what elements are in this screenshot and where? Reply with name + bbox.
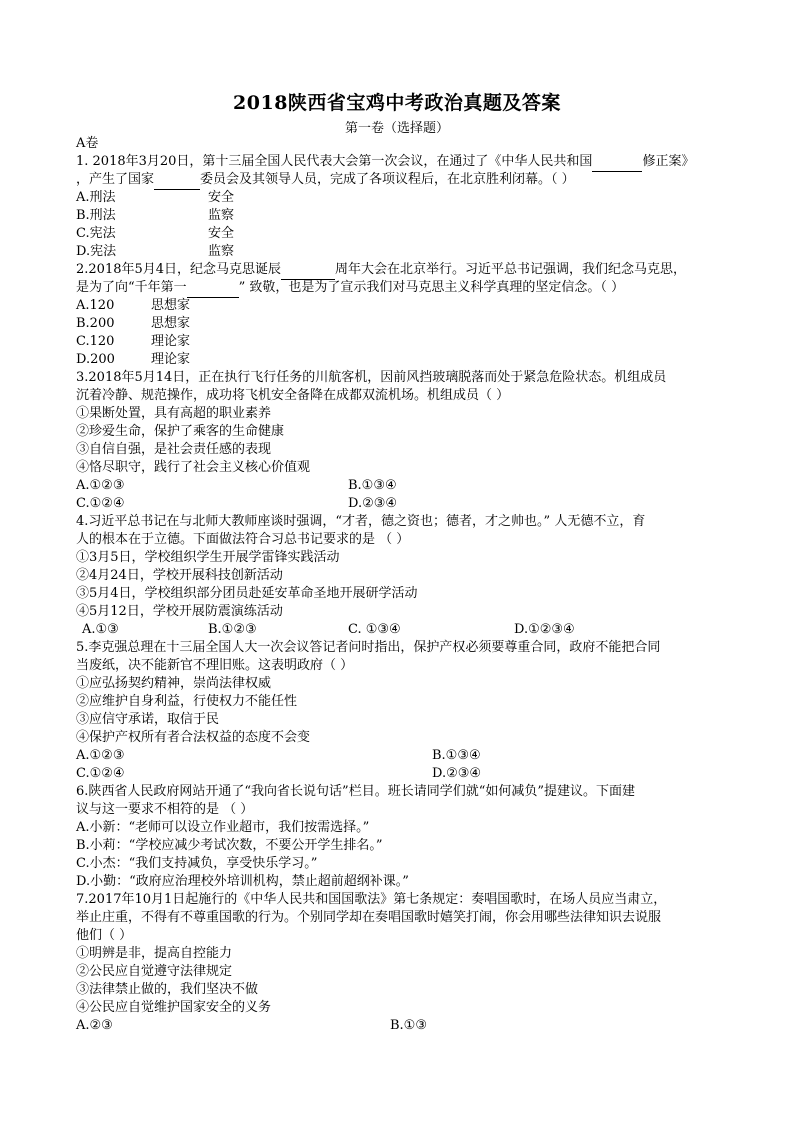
question-4-option-a: A.①③ [82, 622, 119, 637]
question-3-options-row-1 [76, 477, 736, 495]
question-2-option-a: A.120 思想家 [76, 298, 191, 313]
page-title: 2018陕西省宝鸡中考政治真题及答案 [233, 92, 561, 114]
question-4-statement-4: ④5月12日，学校开展防震演练活动 [76, 604, 283, 619]
question-5-line-1: 5.李克强总理在十三届全国人大一次会议答记者问时指出，保护产权必须要尊重合同，政府不能把合同 [76, 640, 661, 655]
question-3-options-row-2 [76, 495, 736, 513]
question-6-option-b: B.小莉：“学校应减少考试次数，不要公开学生排名。” [76, 838, 383, 853]
question-5-options-row-1 [76, 747, 736, 765]
page-subtitle: 第一卷（选择题） [344, 121, 449, 136]
question-6-option-a: A.小新：“老师可以设立作业超市，我们按需选择。” [76, 820, 370, 835]
question-5-option-d: D.②③④ [432, 766, 482, 781]
question-3-option-b: B.①③④ [348, 478, 397, 493]
question-6-option-c: C.小杰：“我们支持减负，享受快乐学习。” [76, 856, 318, 871]
question-3-option-d: D.②③④ [348, 496, 398, 511]
answer-blank [187, 279, 239, 298]
question-7-option-b: B.①③ [390, 1018, 427, 1033]
question-1-option-a: A.刑法 安全 [76, 190, 235, 205]
question-7-statement-1: ①明辨是非，提高自控能力 [76, 946, 233, 961]
answer-blank [281, 261, 335, 280]
question-5-options-row-2 [76, 765, 736, 783]
question-5-line-2: 当废纸，决不能新官不理旧账。这表明政府（ ） [76, 658, 354, 673]
question-7-line-3: 他们（ ） [76, 928, 133, 943]
question-4-option-b: B.①②③ [208, 622, 257, 637]
question-7-statement-2: ②公民应自觉遵守法律规定 [76, 964, 233, 979]
question-5-statement-1: ①应弘扬契约精神，崇尚法律权威 [76, 676, 272, 691]
question-2-option-d: D.200 理论家 [76, 352, 191, 367]
question-2-line-1: 2.2018年5月4日，纪念马克思诞辰 周年大会在北京举行。习近平总书记强调，我们纪念马克思， [76, 261, 736, 279]
question-1-option-b: B.刑法 监察 [76, 208, 235, 223]
question-7-line-2: 举止庄重，不得有不尊重国歌的行为。个别同学却在奏唱国歌时嬉笑打闹，你会用哪些法律知识去说服 [76, 910, 662, 925]
question-7-statement-4: ④公民应自觉维护国家安全的义务 [76, 1000, 272, 1015]
question-5-statement-2: ②应维护自身利益，行使权力不能任性 [76, 694, 298, 709]
question-3-statement-2: ②珍爱生命，保护了乘客的生命健康 [76, 424, 285, 439]
answer-blank [592, 153, 642, 172]
question-7-options-row-1 [76, 1017, 736, 1035]
question-7-option-a: A.②③ [76, 1018, 113, 1033]
question-4-line-2: 人的根本在于立德。下面做法符合习总书记要求的是 （ ） [76, 532, 410, 547]
question-5-statement-4: ④保护产权所有者合法权益的态度不会变 [76, 730, 311, 745]
question-3-line-1: 3.2018年5月14日，正在执行飞行任务的川航客机，因前风挡玻璃脱落而处于紧急危险状态。机组成员 [76, 370, 667, 385]
question-1-line-2: ，产生了国家 委员会及其领导人员，完成了各项议程后，在北京胜利闭幕。（ ） [76, 171, 736, 189]
question-2-option-b: B.200 思想家 [76, 316, 191, 331]
question-6-option-d: D.小勤：“政府应治理校外培训机构，禁止超前超纲补课。” [76, 874, 409, 889]
question-3-statement-3: ③自信自强，是社会责任感的表现 [76, 442, 272, 457]
question-7-statement-3: ③法律禁止做的，我们坚决不做 [76, 982, 259, 997]
question-2-option-c: C.120 理论家 [76, 334, 191, 349]
question-4-option-c: C. ①③④ [348, 622, 401, 637]
question-1-option-c: C.宪法 安全 [76, 226, 235, 241]
answer-blank [154, 171, 200, 190]
question-4-option-d: D.①②③④ [514, 622, 575, 637]
question-3-option-c: C.①②④ [76, 496, 125, 511]
section-label: A卷 [76, 136, 99, 151]
question-3-line-2: 沉着冷静、规范操作，成功将飞机安全备降在成都双流机场。机组成员（ ） [76, 388, 510, 403]
question-3-option-a: A.①②③ [76, 478, 125, 493]
question-7-line-1: 7.2017年10月1日起施行的《中华人民共和国国歌法》第七条规定：奏唱国歌时，在场人员应当肃立， [76, 892, 667, 907]
question-4-statement-3: ③5月4日，学校组织部分团员赴延安革命圣地开展研学活动 [76, 586, 418, 601]
exam-content [76, 135, 736, 1035]
question-6-line-2: 议与这一要求不相符的是 （ ） [76, 802, 254, 817]
question-4-statement-1: ①3月5日，学校组织学生开展学雷锋实践活动 [76, 550, 340, 565]
question-6-line-1: 6.陕西省人民政府网站开通了“我向省长说句话”栏目。班长请同学们就“如何减负”提建议。下面建 [76, 784, 635, 799]
question-4-line-1: 4.习近平总书记在与北师大教师座谈时强调，“才者，德之资也；德者，才之帅也。” 人无德不立，育 [76, 514, 646, 529]
question-4-statement-2: ②4月24日，学校开展科技创新活动 [76, 568, 283, 583]
question-4-options-row [76, 621, 736, 639]
question-3-statement-1: ①果断处置，具有高超的职业素养 [76, 406, 272, 421]
question-3-statement-4: ④恪尽职守，践行了社会主义核心价值观 [76, 460, 311, 475]
question-1-line-1: 1. 2018年3月20日，第十三届全国人民代表大会第一次会议，在通过了《中华人民共和国 修正案》 [76, 153, 736, 171]
question-5-option-c: C.①②④ [76, 766, 125, 781]
question-5-option-a: A.①②③ [76, 748, 125, 763]
question-5-option-b: B.①③④ [432, 748, 481, 763]
question-1-option-d: D.宪法 监察 [76, 244, 235, 259]
question-5-statement-3: ③应信守承诺，取信于民 [76, 712, 220, 727]
question-2-line-2: 是为了向“千年第一 ” 致敬，也是为了宣示我们对马克思主义科学真理的坚定信念。（ ） [76, 279, 736, 297]
